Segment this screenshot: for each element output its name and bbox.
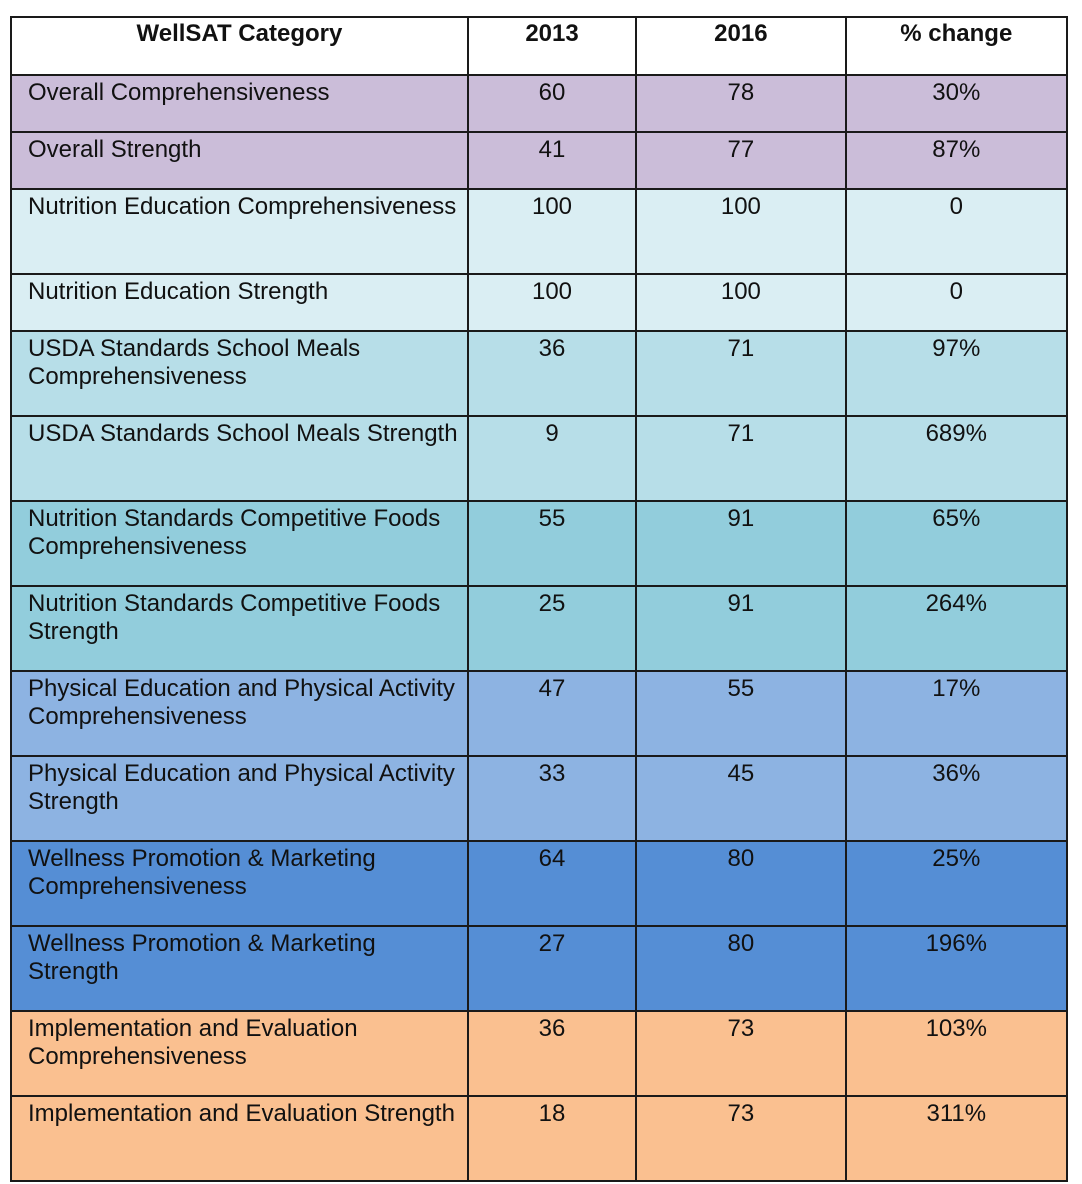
table-body xyxy=(11,75,1067,1181)
cell-percent-change: 264% xyxy=(846,586,1067,671)
cell-category: USDA Standards School Meals Comprehensiveness xyxy=(11,331,468,416)
cell-percent-change: 196% xyxy=(846,926,1067,1011)
table-row xyxy=(11,586,1067,671)
table-row xyxy=(11,75,1067,132)
cell-2013: 60 xyxy=(468,75,636,132)
cell-category: Nutrition Standards Competitive Foods Comprehensiveness xyxy=(11,501,468,586)
cell-percent-change: 25% xyxy=(846,841,1067,926)
cell-2016: 80 xyxy=(636,841,845,926)
cell-category: Overall Comprehensiveness xyxy=(11,75,468,132)
cell-2013: 33 xyxy=(468,756,636,841)
cell-2013: 100 xyxy=(468,189,636,274)
wellsat-comparison-table xyxy=(10,16,1068,1182)
cell-category: Implementation and Evaluation Strength xyxy=(11,1096,468,1181)
cell-percent-change: 689% xyxy=(846,416,1067,501)
cell-2016: 73 xyxy=(636,1011,845,1096)
cell-2016: 55 xyxy=(636,671,845,756)
cell-2016: 91 xyxy=(636,501,845,586)
cell-2016: 77 xyxy=(636,132,845,189)
table-row xyxy=(11,1096,1067,1181)
cell-2013: 25 xyxy=(468,586,636,671)
cell-2013: 100 xyxy=(468,274,636,331)
table-row xyxy=(11,416,1067,501)
header-row xyxy=(11,17,1067,75)
cell-2013: 36 xyxy=(468,331,636,416)
cell-2016: 71 xyxy=(636,416,845,501)
cell-percent-change: 311% xyxy=(846,1096,1067,1181)
table-row xyxy=(11,274,1067,331)
cell-percent-change: 36% xyxy=(846,756,1067,841)
cell-2013: 41 xyxy=(468,132,636,189)
table-row xyxy=(11,756,1067,841)
table-row xyxy=(11,926,1067,1011)
table-row xyxy=(11,331,1067,416)
table-row xyxy=(11,132,1067,189)
cell-2013: 9 xyxy=(468,416,636,501)
cell-2013: 27 xyxy=(468,926,636,1011)
cell-2013: 55 xyxy=(468,501,636,586)
cell-percent-change: 0 xyxy=(846,189,1067,274)
table-row xyxy=(11,671,1067,756)
cell-category: Overall Strength xyxy=(11,132,468,189)
cell-category: USDA Standards School Meals Strength xyxy=(11,416,468,501)
header-2016: 2016 xyxy=(636,17,845,75)
cell-category: Nutrition Standards Competitive Foods Strength xyxy=(11,586,468,671)
header-percent-change: % change xyxy=(846,17,1067,75)
cell-2016: 91 xyxy=(636,586,845,671)
cell-percent-change: 17% xyxy=(846,671,1067,756)
cell-category: Physical Education and Physical Activity Comprehensiveness xyxy=(11,671,468,756)
cell-2016: 45 xyxy=(636,756,845,841)
cell-2016: 71 xyxy=(636,331,845,416)
cell-category: Wellness Promotion & Marketing Strength xyxy=(11,926,468,1011)
cell-percent-change: 30% xyxy=(846,75,1067,132)
cell-category: Implementation and Evaluation Comprehensiveness xyxy=(11,1011,468,1096)
cell-category: Nutrition Education Strength xyxy=(11,274,468,331)
cell-2016: 100 xyxy=(636,189,845,274)
cell-2013: 47 xyxy=(468,671,636,756)
table-row xyxy=(11,1011,1067,1096)
table-row xyxy=(11,841,1067,926)
cell-2013: 18 xyxy=(468,1096,636,1181)
cell-percent-change: 97% xyxy=(846,331,1067,416)
cell-percent-change: 0 xyxy=(846,274,1067,331)
cell-2016: 100 xyxy=(636,274,845,331)
cell-category: Physical Education and Physical Activity Strength xyxy=(11,756,468,841)
cell-2013: 36 xyxy=(468,1011,636,1096)
cell-percent-change: 103% xyxy=(846,1011,1067,1096)
cell-2016: 73 xyxy=(636,1096,845,1181)
cell-2016: 80 xyxy=(636,926,845,1011)
cell-category: Wellness Promotion & Marketing Comprehensiveness xyxy=(11,841,468,926)
cell-percent-change: 65% xyxy=(846,501,1067,586)
cell-category: Nutrition Education Comprehensiveness xyxy=(11,189,468,274)
header-2013: 2013 xyxy=(468,17,636,75)
table-row xyxy=(11,189,1067,274)
cell-2013: 64 xyxy=(468,841,636,926)
table-row xyxy=(11,501,1067,586)
cell-percent-change: 87% xyxy=(846,132,1067,189)
cell-2016: 78 xyxy=(636,75,845,132)
header-category: WellSAT Category xyxy=(11,17,468,75)
